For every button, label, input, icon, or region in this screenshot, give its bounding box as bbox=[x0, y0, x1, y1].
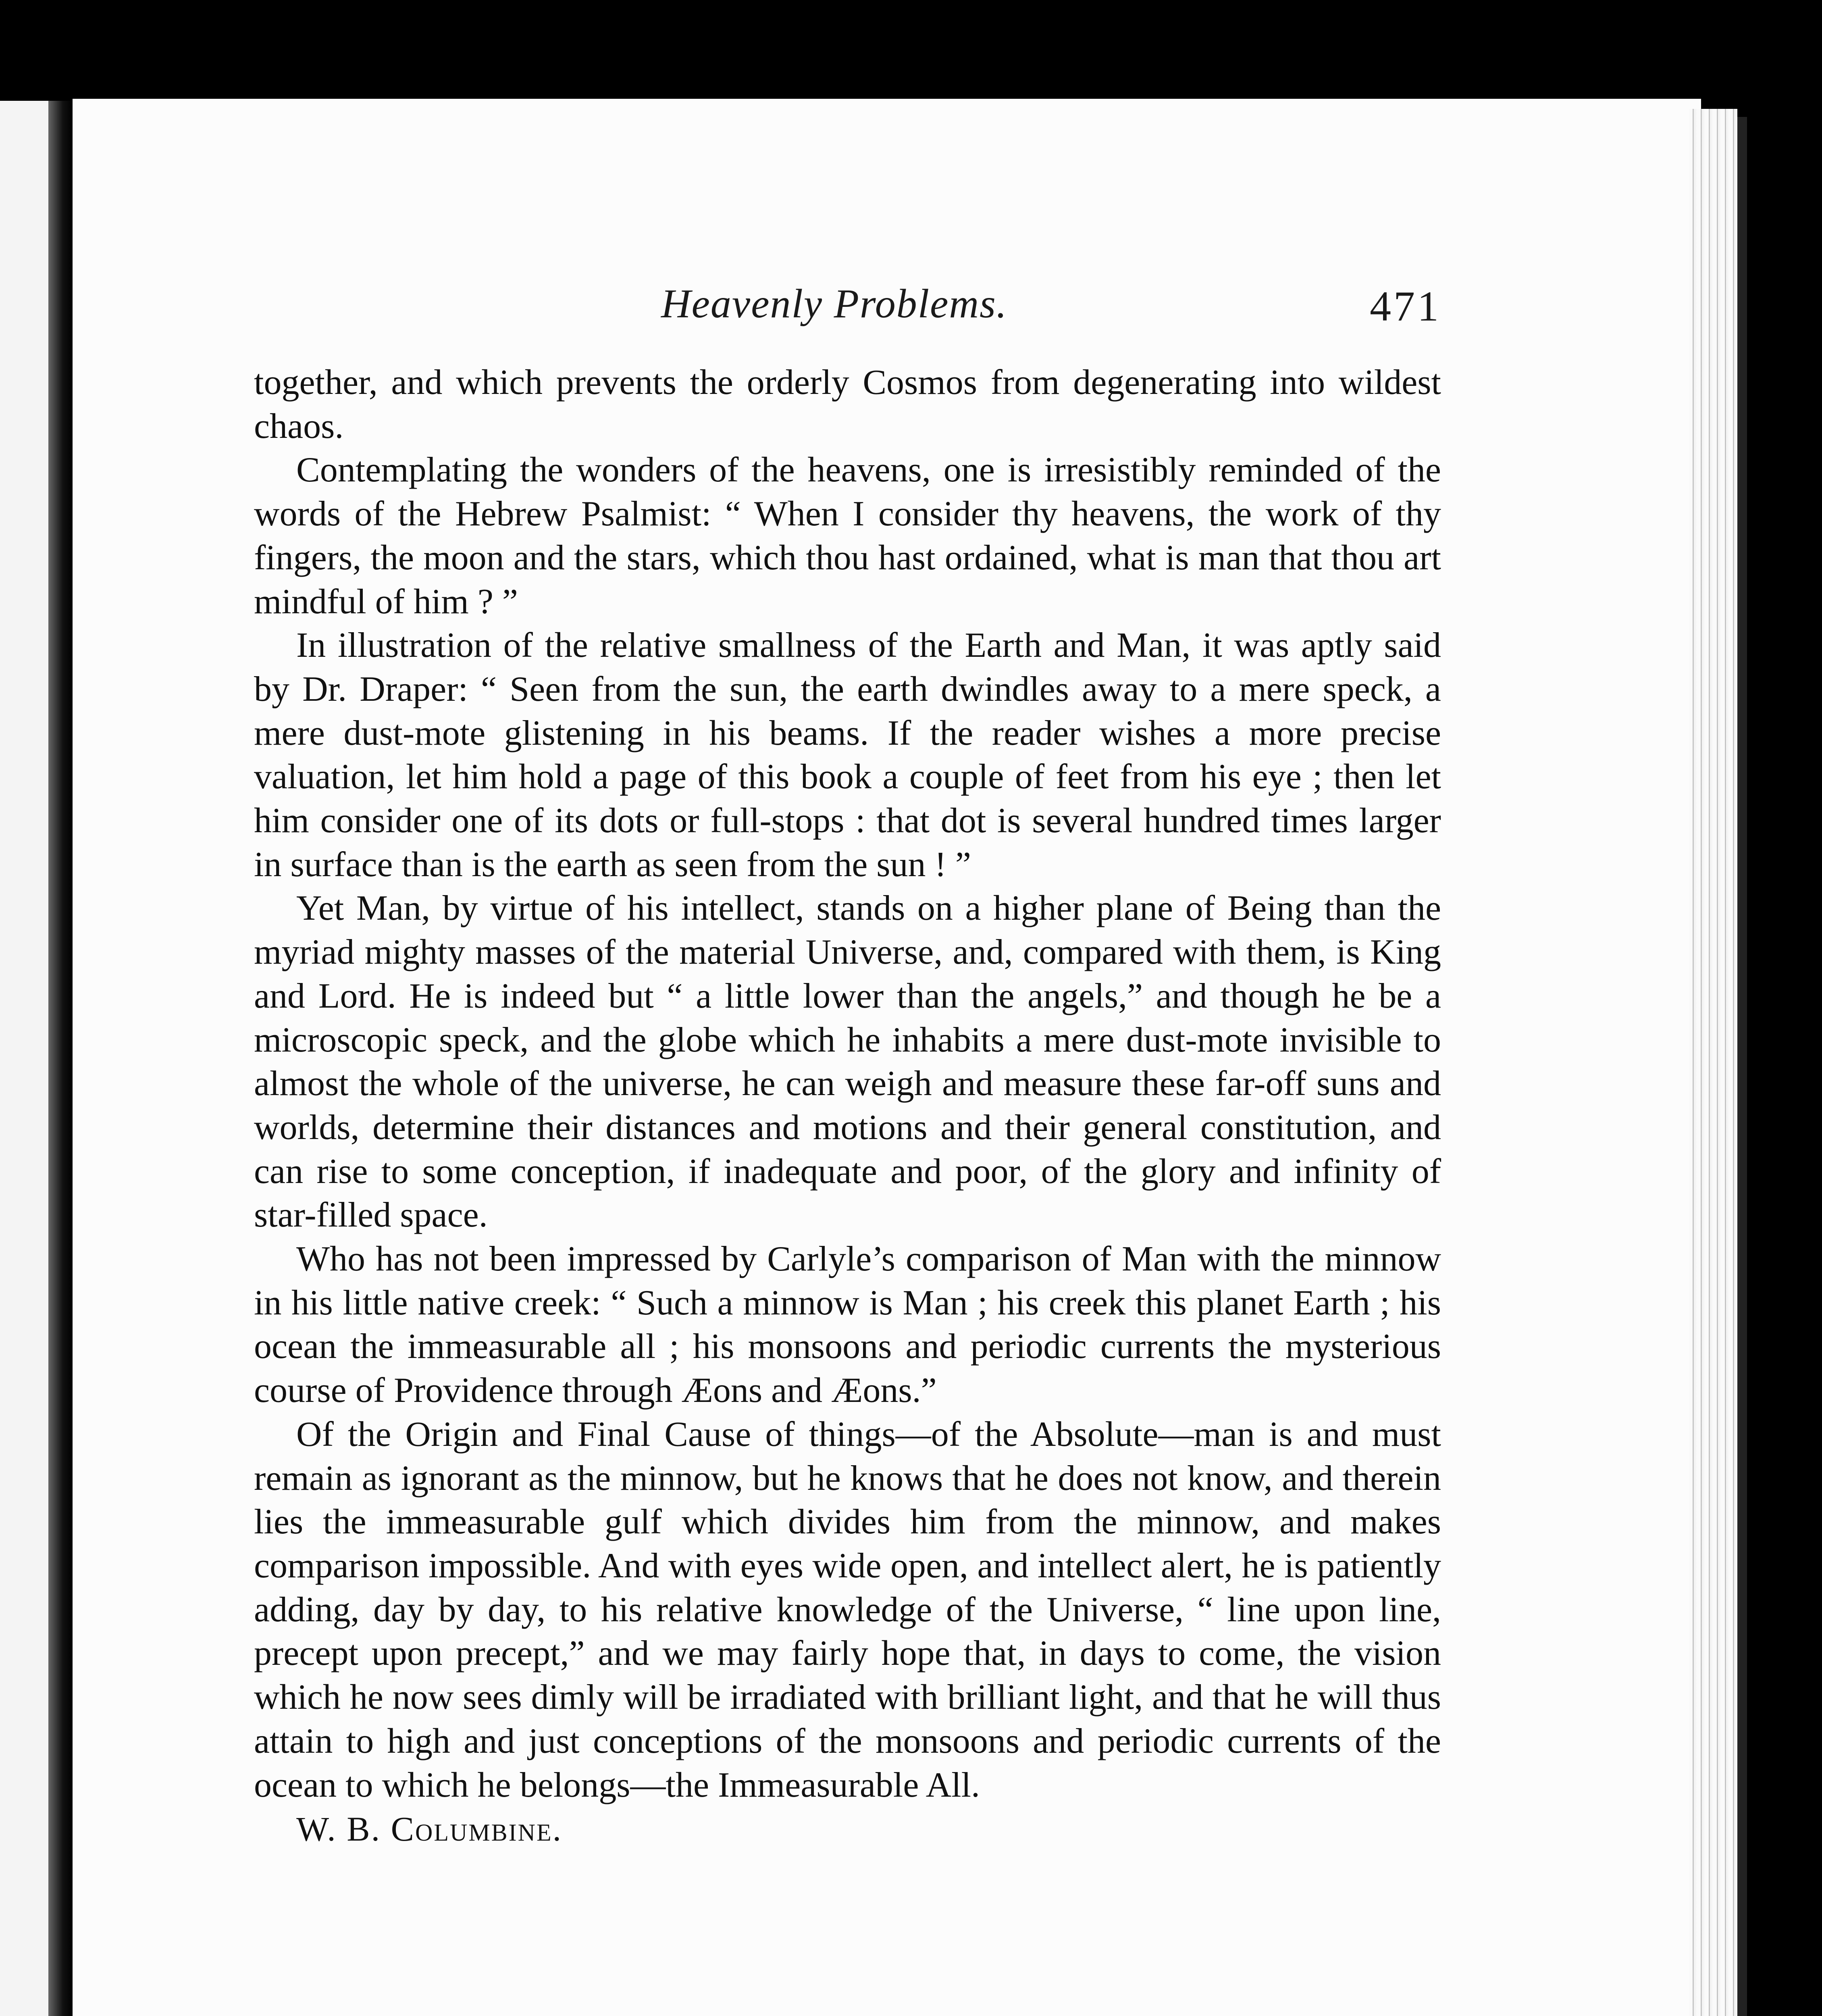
paragraph-1: together, and which prevents the orderly Cosmos from degenerating into wildest chaos. bbox=[254, 363, 1441, 446]
previous-page-edge bbox=[0, 101, 52, 2016]
author-signature bbox=[254, 1807, 1441, 1851]
running-header bbox=[254, 280, 1441, 333]
paragraph-5: Who has not been impressed by Carlyle’s comparison of Man with the minnow in his little native creek: “ Such a minnow is Man ; his creek this planet Earth ; his ocean the immeasurable all ; his monsoons and periodic currents the mysterious course of Providence through Æons and Æons.” bbox=[254, 1239, 1441, 1410]
paragraph-6: Of the Origin and Final Cause of things—of the Absolute—man is and must remain as ignorant as the minnow, but he knows that he does not know, and therein lies the immeasurable gulf which divides him from the minnow, and makes comparison impossible. And with eyes wide open, and intellect alert, he is patiently adding, day by day, to his relative knowledge of the Universe, “ line upon line, precept upon precept,” and we may fairly hope that, in days to come, the vision which he now sees dimly will be irradiated with brilliant light, and that he will thus attain to high and just conceptions of the monsoons and periodic currents of the ocean to which he belongs—the Immeasurable All. bbox=[254, 1414, 1441, 1805]
article-body bbox=[254, 361, 1441, 1851]
book-gutter-shadow bbox=[48, 101, 73, 2016]
paragraph-3: In illustration of the relative smallness of the Earth and Man, it was aptly said by Dr. Draper: “ Seen from the sun, the earth dwindles away to a mere speck, a mere dust-mote glistening in his beams. If the reader wishes a more precise valuation, let him hold a page of this book a couple of feet from his eye ; then let him consider one of its dots or full-stops : that dot is several hundred times larger in surface than is the earth as seen from the sun ! ” bbox=[254, 626, 1441, 884]
paragraph-4: Yet Man, by virtue of his intellect, stands on a higher plane of Being than the myriad mighty masses of the material Universe, and, compared with them, is King and Lord. He is indeed but “ a little lower than the angels,” and though he be a microscopic speck, and the globe which he inhabits a mere dust-mote invisible to almost the whole of the universe, he can weigh and measure these far-off suns and worlds, determine their distances and motions and their general constitution, and can rise to some conception, if inadequate and poor, of the glory and infinity of star-filled space. bbox=[254, 889, 1441, 1235]
page-number: 471 bbox=[1370, 283, 1441, 330]
author-initials: W. B. bbox=[296, 1810, 381, 1849]
author-surname: Columbine. bbox=[391, 1810, 563, 1849]
page-edge-shadow bbox=[1737, 117, 1747, 2016]
stacked-page-edges bbox=[1689, 109, 1737, 2016]
paragraph-2: Contemplating the wonders of the heavens, one is irresistibly reminded of the words of the Hebrew Psalmist: “ When I consider thy heavens, the work of thy fingers, the moon and the stars, which thou hast ordained, what is man that thou art mindful of him ? ” bbox=[254, 450, 1441, 621]
running-title: Heavenly Problems. bbox=[661, 281, 1008, 327]
